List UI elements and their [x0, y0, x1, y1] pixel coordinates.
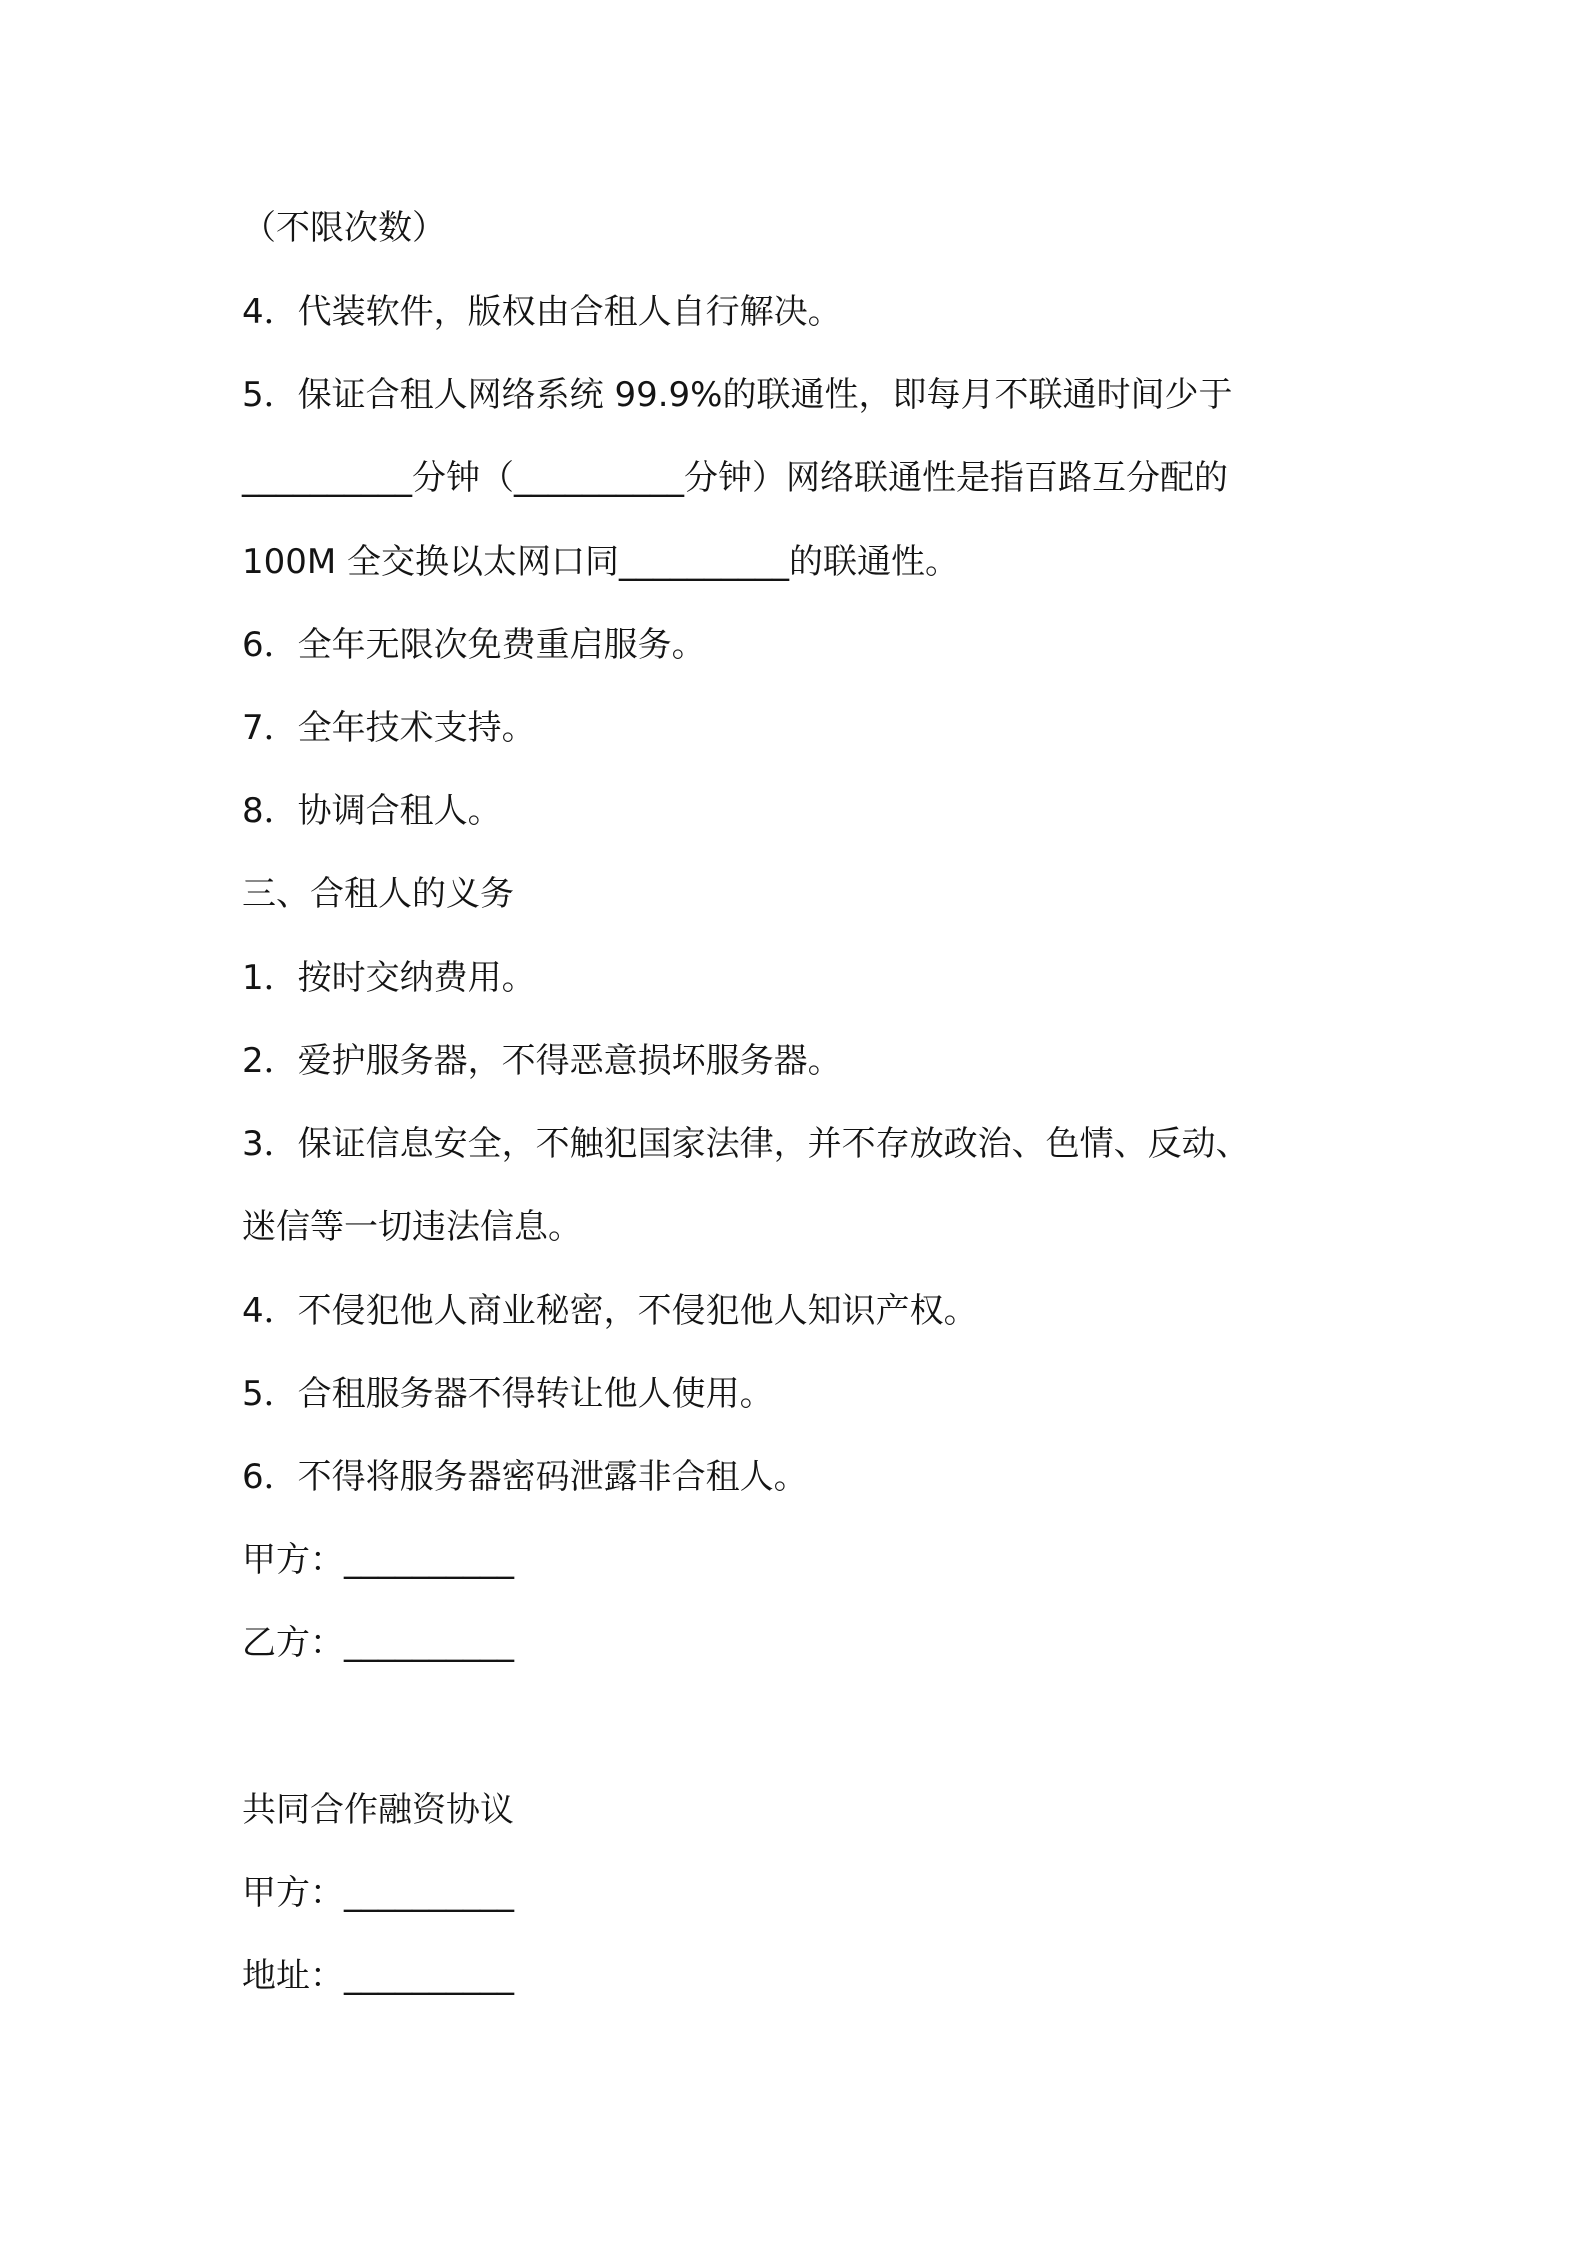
- text-line-item-7-support: 7．全年技术支持。: [242, 708, 536, 748]
- section-heading-obligations: 三、合租人的义务: [242, 874, 514, 914]
- text-line-no-limit: （不限次数）: [242, 208, 446, 248]
- text-line-item-5-ethernet: 100M 全交换以太网口同__________的联通性。: [242, 542, 960, 582]
- text-line-obligation-4: 4．不侵犯他人商业秘密，不侵犯他人知识产权。: [242, 1291, 978, 1331]
- text-line-obligation-5: 5．合租服务器不得转让他人使用。: [242, 1374, 774, 1414]
- text-line-obligation-3: 3．保证信息安全，不触犯国家法律，并不存放政治、色情、反动、: [242, 1124, 1250, 1164]
- text-line-obligation-1: 1．按时交纳费用。: [242, 958, 536, 998]
- document-title-financing-agreement: 共同合作融资协议: [242, 1790, 514, 1830]
- signature-party-b: 乙方：__________: [242, 1623, 514, 1663]
- text-line-item-5-minutes: __________分钟（__________分钟）网络联通性是指百路互分配的: [242, 458, 1228, 498]
- field-party-a: 甲方：__________: [242, 1873, 514, 1913]
- signature-party-a: 甲方：__________: [242, 1540, 514, 1580]
- text-line-obligation-3-cont: 迷信等一切违法信息。: [242, 1207, 582, 1247]
- text-line-item-8-coordinate: 8．协调合租人。: [242, 791, 502, 831]
- text-line-obligation-2: 2．爱护服务器，不得恶意损坏服务器。: [242, 1041, 842, 1081]
- text-line-obligation-6: 6．不得将服务器密码泄露非合租人。: [242, 1457, 808, 1497]
- text-line-item-5-connectivity: 5．保证合租人网络系统 99.9%的联通性，即每月不联通时间少于: [242, 375, 1233, 415]
- text-line-item-4-software: 4．代装软件，版权由合租人自行解决。: [242, 292, 842, 332]
- text-line-item-6-restart: 6．全年无限次免费重启服务。: [242, 625, 706, 665]
- field-address: 地址：__________: [242, 1956, 514, 1996]
